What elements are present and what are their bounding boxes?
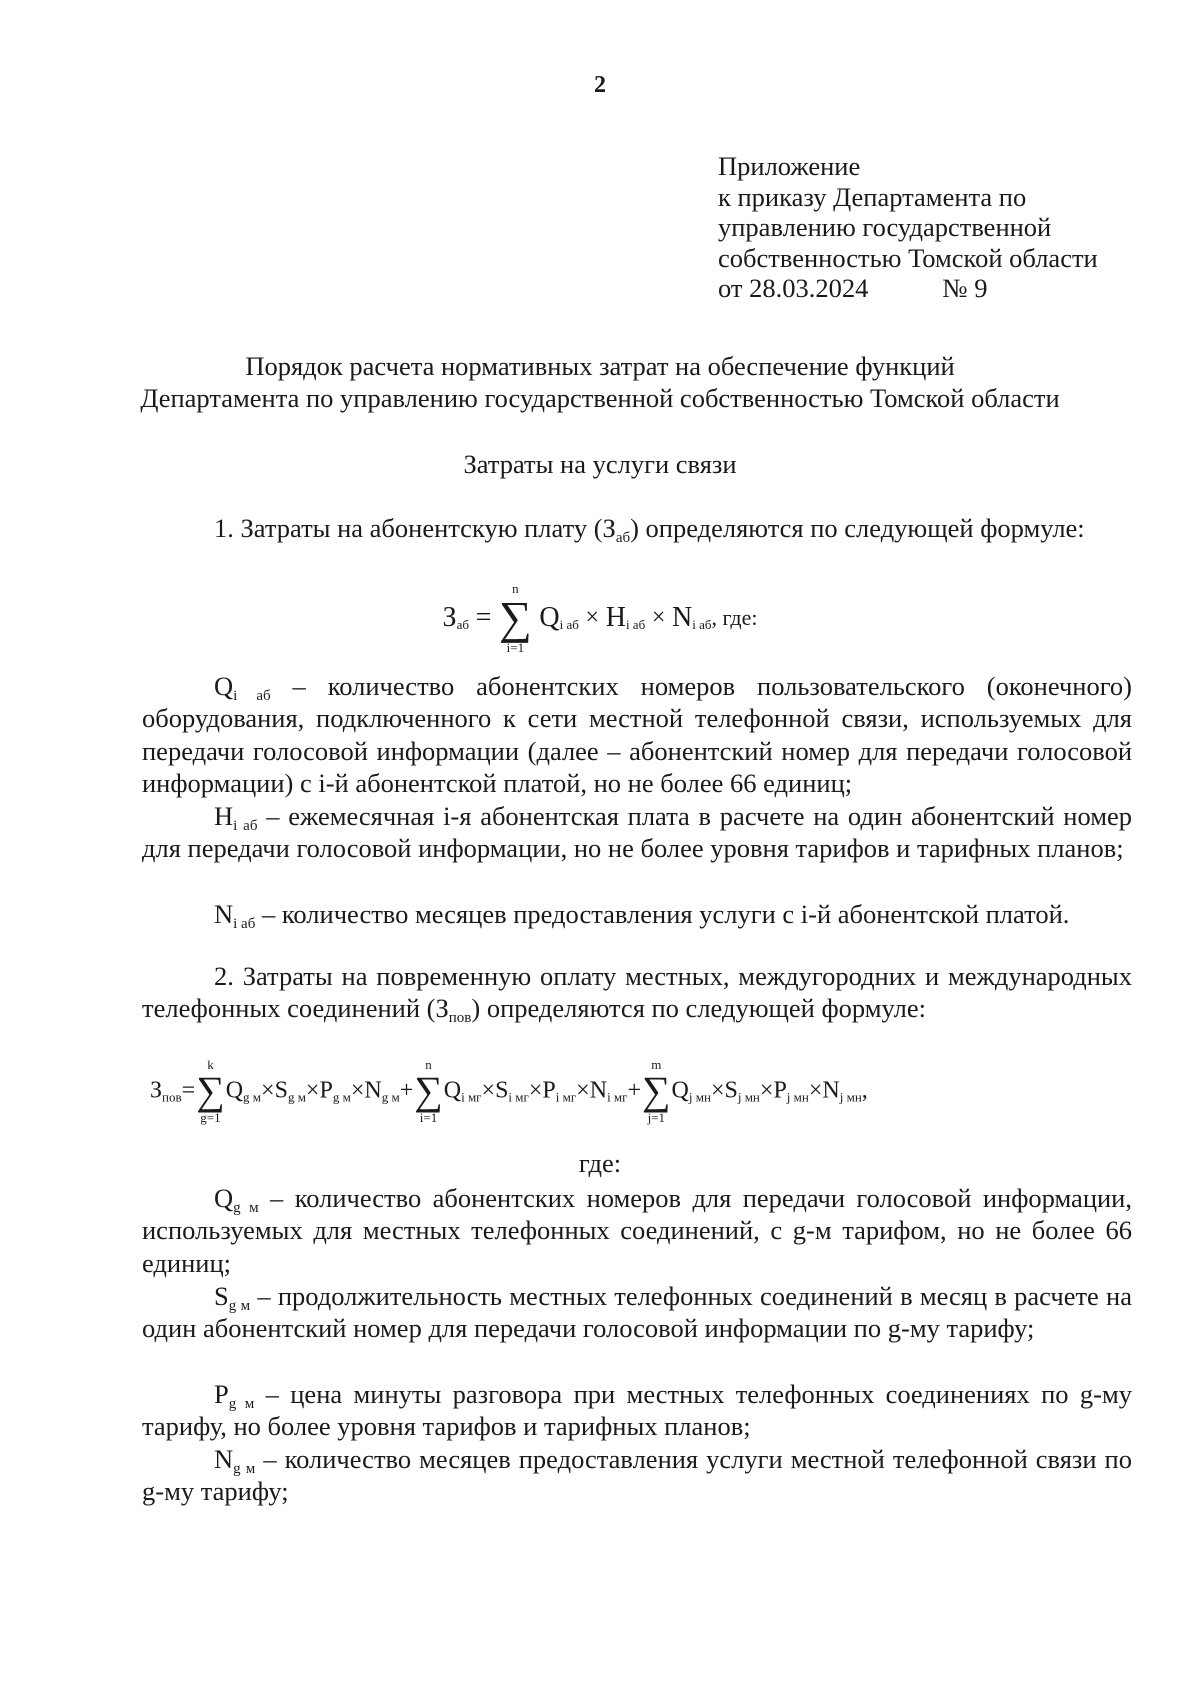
title-line-2: Департамента по управлению государственной собственностью Томской области [140,383,1060,413]
appendix-header [718,151,1098,304]
sum-symbol-international: m ∑ j=1 [642,1057,671,1125]
definition-n-m: $N_{g м}$ – количество месяцев предоставления услуги местной телефонной связи по g-му тарифу; [142,1444,1132,1507]
definition-h-ab: $H_{i аб}$ – ежемесячная i-я абонентская плата в расчете на один абонентский номер для передачи голосовой информации, но не более уровня тарифов и тарифных планов; [142,801,1132,864]
document-title [0,350,1200,414]
appendix-line-2: к приказу Департамента по [718,181,1027,212]
section-heading: Затраты на услуги связи [463,449,737,479]
appendix-line-3: управлению государственной [718,212,1052,242]
definition-s-m: $S_{g м}$ – продолжительность местных телефонных соединений в месяц в расчете на один абонентский номер для передачи голосовой информации по g-му тарифу; [142,1281,1132,1344]
where-label: где: [578,1148,622,1178]
appendix-date-line [718,273,1098,304]
definition-p-m: $P_{g м}$ – цена минуты разговора при местных телефонных соединениях по g-му тарифу, но более уровня тарифов и тарифных планов; [142,1379,1132,1442]
formula-2: $З_{пов}=$ k ∑ g=1 $Q_{g м}\times S_{g м}\times P_{g м}\times N_{g м}+$ n ∑ i=1 $Q_{i мг}\times S_{i мг}\times P_{i мг}\times N_{i мг}+$ m ∑ j=1 $Q_{j мн}\times S_{j мн}\times P_{j мн}\times N_{j мн}$, [150,1057,868,1125]
definition-n-ab: $N_{i аб}$ – количество месяцев предоставления услуги с i-й абонентской платой. [214,899,1070,932]
title-line-1: Порядок расчета нормативных затрат на обеспечение функций [245,351,955,381]
appendix-line-1: Приложение [718,151,861,181]
paragraph-2: 2. Затраты на повременную оплату местных, междугородних и международных телефонных соединений $(З_{пов})$ определяются по следующей формуле: [142,961,1132,1027]
formula-1: Заб = n ∑ i=1 Qi аб × Hi аб × Ni аб, где: [442,581,758,655]
definition-q-ab: $Q_{i аб}$ – количество абонентских номеров пользовательского (оконечного) оборудования, подключенного к сети местной телефонной связи, используемых для передачи голосовой информации (далее – абонентский номер для передачи голосовой информации) с i-й абонентской платой, но не более 66 единиц; [142,671,1132,798]
sum-symbol-local: k ∑ g=1 [196,1057,225,1125]
sum-symbol-intercity: n ∑ i=1 [414,1057,443,1125]
definition-q-m: $Q_{g м}$ – количество абонентских номеров для передачи голосовой информации, используемых для местных телефонных соединений, с g-м тарифом, но не более 66 единиц; [142,1183,1132,1278]
page-number: 2 [594,72,606,98]
sum-symbol: n ∑ i=1 [499,581,532,655]
paragraph-1: 1. Затраты на абонентскую плату $(З_{аб})$ определяются по следующей формуле: [214,513,1085,546]
order-number: № 9 [942,273,988,303]
order-date: от 28.03.2024 [718,273,869,303]
appendix-line-4: собственностью Томской области [718,242,1098,273]
